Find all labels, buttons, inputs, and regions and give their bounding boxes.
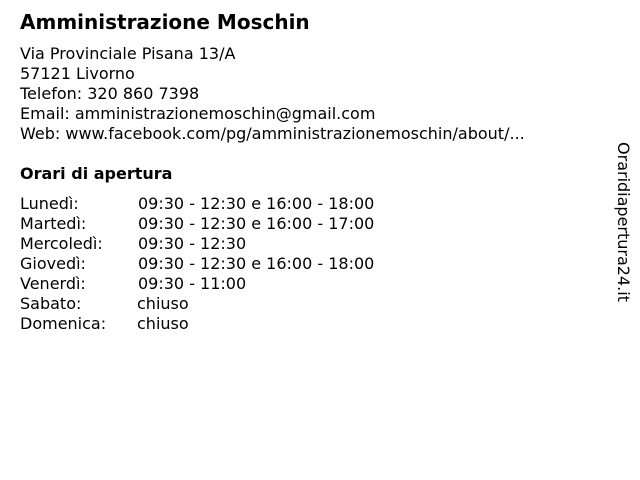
contact-info [20, 44, 525, 144]
day-label: Martedì: [20, 214, 87, 233]
website-link[interactable]: Web: www.facebook.com/pg/amministrazionemoschin/about/... [20, 124, 525, 143]
day-label: Sabato: [20, 294, 82, 313]
day-hours: 09:30 - 11:00 [138, 274, 247, 293]
day-label: Lunedì: [20, 194, 79, 213]
day-hours: 09:30 - 12:30 e 16:00 - 17:00 [138, 214, 375, 233]
site-brand-vertical: Oraridiapertura24.it [614, 142, 633, 302]
day-hours: chiuso [137, 294, 189, 313]
address-street: Via Provinciale Pisana 13/A [20, 44, 236, 63]
day-label: Giovedì: [20, 254, 86, 273]
day-label: Domenica: [20, 314, 107, 333]
address-city: 57121 Livorno [20, 64, 135, 83]
phone-number: Telefon: 320 860 7398 [20, 84, 200, 103]
day-hours: 09:30 - 12:30 e 16:00 - 18:00 [138, 254, 375, 273]
day-hours: chiuso [137, 314, 189, 333]
email-address: Email: amministrazionemoschin@gmail.com [20, 104, 376, 123]
day-hours: 09:30 - 12:30 [138, 234, 247, 253]
day-label: Venerdì: [20, 274, 86, 293]
opening-hours-title: Orari di apertura [20, 164, 173, 183]
day-label: Mercoledì: [20, 234, 103, 253]
day-hours: 09:30 - 12:30 e 16:00 - 18:00 [138, 194, 375, 213]
business-name: Amministrazione Moschin [20, 10, 310, 34]
